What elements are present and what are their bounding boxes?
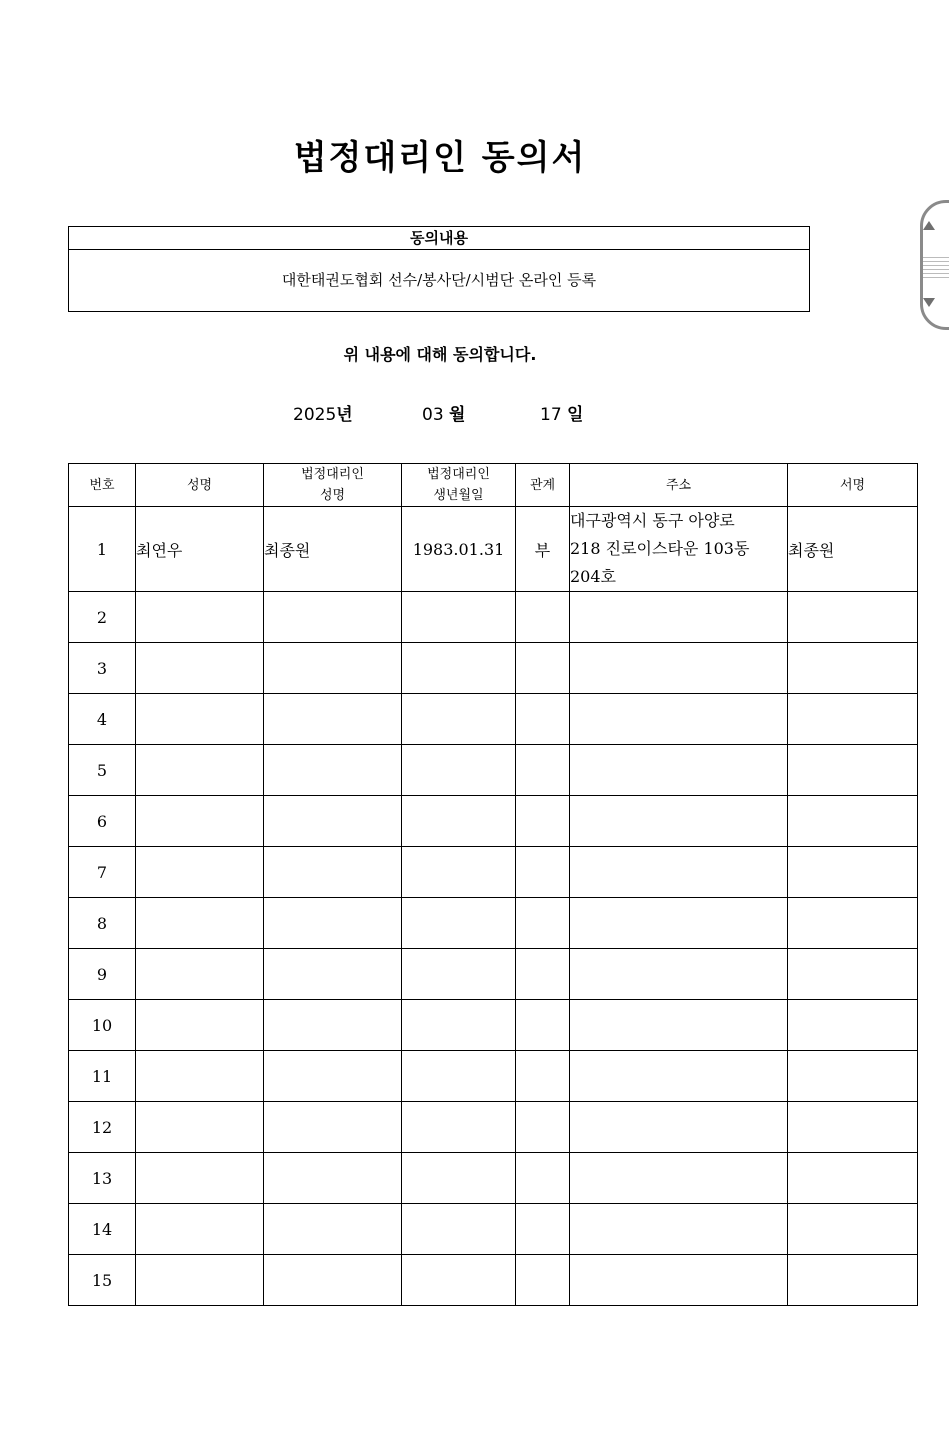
row-name bbox=[136, 1153, 264, 1204]
table-row bbox=[69, 507, 918, 592]
table-row bbox=[69, 898, 918, 949]
scroll-handle-icon[interactable] bbox=[920, 200, 949, 330]
header-guardian-dob-line2: 생년월일 bbox=[433, 488, 484, 503]
row-guardian-name bbox=[264, 592, 402, 643]
row-guardian-name bbox=[264, 1153, 402, 1204]
row-name bbox=[136, 694, 264, 745]
scroll-up-arrow-icon[interactable] bbox=[923, 221, 935, 230]
row-guardian-name bbox=[264, 643, 402, 694]
row-address bbox=[570, 898, 788, 949]
table-row bbox=[69, 1102, 918, 1153]
guardian-table bbox=[68, 463, 918, 1306]
row-relation bbox=[516, 1000, 570, 1051]
table-row bbox=[69, 1051, 918, 1102]
row-no: 11 bbox=[69, 1051, 136, 1102]
row-signature bbox=[788, 1153, 918, 1204]
row-guardian-dob bbox=[402, 847, 516, 898]
row-relation bbox=[516, 1153, 570, 1204]
date-month-unit: 월 bbox=[449, 405, 466, 425]
row-address-line3: 204호 bbox=[570, 567, 616, 586]
row-no: 15 bbox=[69, 1255, 136, 1306]
row-guardian-name bbox=[264, 949, 402, 1000]
row-signature bbox=[788, 694, 918, 745]
row-guardian-dob bbox=[402, 643, 516, 694]
row-no: 6 bbox=[69, 796, 136, 847]
row-guardian-name bbox=[264, 1204, 402, 1255]
row-signature bbox=[788, 949, 918, 1000]
row-guardian-dob bbox=[402, 1051, 516, 1102]
consent-header: 동의내용 bbox=[69, 227, 809, 250]
row-guardian-name: 최종원 bbox=[264, 507, 402, 592]
row-name bbox=[136, 1204, 264, 1255]
row-relation bbox=[516, 1255, 570, 1306]
row-guardian-name bbox=[264, 1102, 402, 1153]
row-signature bbox=[788, 847, 918, 898]
row-name bbox=[136, 1000, 264, 1051]
row-signature bbox=[788, 1000, 918, 1051]
row-address bbox=[570, 796, 788, 847]
row-relation: 부 bbox=[516, 507, 570, 592]
row-signature bbox=[788, 898, 918, 949]
row-no: 4 bbox=[69, 694, 136, 745]
row-guardian-name bbox=[264, 1051, 402, 1102]
table-row bbox=[69, 1000, 918, 1051]
row-no: 1 bbox=[69, 507, 136, 592]
header-no: 번호 bbox=[69, 464, 136, 507]
row-no: 13 bbox=[69, 1153, 136, 1204]
date-day bbox=[540, 400, 583, 425]
consent-box bbox=[68, 226, 810, 312]
row-signature bbox=[788, 643, 918, 694]
row-no: 14 bbox=[69, 1204, 136, 1255]
row-guardian-name bbox=[264, 694, 402, 745]
row-address bbox=[570, 745, 788, 796]
consent-body: 대한태권도협회 선수/봉사단/시범단 온라인 등록 bbox=[281, 271, 597, 289]
date-year-value: 2025 bbox=[293, 405, 337, 425]
row-signature bbox=[788, 1102, 918, 1153]
row-guardian-dob: 1983.01.31 bbox=[402, 507, 516, 592]
date-month-value: 03 bbox=[422, 405, 444, 425]
table-row bbox=[69, 949, 918, 1000]
row-signature bbox=[788, 1204, 918, 1255]
header-guardian-name bbox=[264, 464, 402, 507]
table-row bbox=[69, 796, 918, 847]
scroll-down-arrow-icon[interactable] bbox=[923, 298, 935, 307]
table-header-row bbox=[69, 464, 918, 507]
row-address bbox=[570, 1204, 788, 1255]
header-guardian-dob bbox=[402, 464, 516, 507]
row-guardian-name bbox=[264, 1000, 402, 1051]
header-guardian-dob-line1: 법정대리인 bbox=[427, 467, 490, 482]
row-name bbox=[136, 643, 264, 694]
table-row bbox=[69, 1204, 918, 1255]
row-address bbox=[570, 1255, 788, 1306]
row-address bbox=[570, 507, 788, 592]
row-name bbox=[136, 1102, 264, 1153]
row-guardian-dob bbox=[402, 1102, 516, 1153]
row-guardian-dob bbox=[402, 1255, 516, 1306]
row-guardian-dob bbox=[402, 745, 516, 796]
header-relation: 관계 bbox=[516, 464, 570, 507]
row-guardian-dob bbox=[402, 1000, 516, 1051]
row-guardian-dob bbox=[402, 796, 516, 847]
row-signature bbox=[788, 592, 918, 643]
row-guardian-dob bbox=[402, 1204, 516, 1255]
row-no: 10 bbox=[69, 1000, 136, 1051]
row-address bbox=[570, 1000, 788, 1051]
row-no: 3 bbox=[69, 643, 136, 694]
row-guardian-dob bbox=[402, 949, 516, 1000]
row-signature bbox=[788, 745, 918, 796]
row-guardian-name bbox=[264, 1255, 402, 1306]
row-no: 7 bbox=[69, 847, 136, 898]
row-address-line2: 218 진로이스타운 103동 bbox=[570, 539, 750, 558]
header-name: 성명 bbox=[136, 464, 264, 507]
table-row bbox=[69, 1153, 918, 1204]
grip-lines-icon bbox=[923, 257, 949, 279]
row-relation bbox=[516, 1204, 570, 1255]
row-signature: 최종원 bbox=[788, 507, 918, 592]
row-guardian-dob bbox=[402, 1153, 516, 1204]
row-signature bbox=[788, 1255, 918, 1306]
row-relation bbox=[516, 949, 570, 1000]
row-guardian-name bbox=[264, 898, 402, 949]
row-relation bbox=[516, 592, 570, 643]
row-guardian-dob bbox=[402, 592, 516, 643]
row-address bbox=[570, 847, 788, 898]
date-year bbox=[293, 400, 353, 425]
row-guardian-dob bbox=[402, 694, 516, 745]
table-row bbox=[69, 847, 918, 898]
row-no: 9 bbox=[69, 949, 136, 1000]
row-name bbox=[136, 745, 264, 796]
row-address bbox=[570, 694, 788, 745]
agree-statement: 위 내용에 대해 동의합니다. bbox=[343, 345, 537, 364]
table-row bbox=[69, 694, 918, 745]
row-address bbox=[570, 949, 788, 1000]
row-name bbox=[136, 847, 264, 898]
row-relation bbox=[516, 1102, 570, 1153]
row-name: 최연우 bbox=[136, 507, 264, 592]
row-guardian-name bbox=[264, 745, 402, 796]
row-address bbox=[570, 1153, 788, 1204]
row-guardian-dob bbox=[402, 898, 516, 949]
row-relation bbox=[516, 847, 570, 898]
row-relation bbox=[516, 796, 570, 847]
row-no: 12 bbox=[69, 1102, 136, 1153]
table-row bbox=[69, 643, 918, 694]
row-name bbox=[136, 1051, 264, 1102]
table-row bbox=[69, 592, 918, 643]
row-address bbox=[570, 1102, 788, 1153]
date-day-value: 17 bbox=[540, 405, 562, 425]
document-title: 법정대리인 동의서 bbox=[293, 138, 587, 178]
table-row bbox=[69, 1255, 918, 1306]
row-guardian-name bbox=[264, 847, 402, 898]
row-relation bbox=[516, 898, 570, 949]
table-row bbox=[69, 745, 918, 796]
date-month bbox=[422, 400, 465, 425]
header-address: 주소 bbox=[570, 464, 788, 507]
row-address-line1: 대구광역시 동구 아양로 bbox=[570, 511, 735, 530]
row-relation bbox=[516, 1051, 570, 1102]
row-name bbox=[136, 796, 264, 847]
row-address bbox=[570, 643, 788, 694]
row-relation bbox=[516, 745, 570, 796]
header-guardian-name-line1: 법정대리인 bbox=[301, 467, 364, 482]
row-signature bbox=[788, 796, 918, 847]
date-day-unit: 일 bbox=[567, 405, 584, 425]
row-no: 5 bbox=[69, 745, 136, 796]
row-name bbox=[136, 592, 264, 643]
header-guardian-name-line2: 성명 bbox=[319, 488, 346, 503]
row-no: 2 bbox=[69, 592, 136, 643]
row-address bbox=[570, 592, 788, 643]
row-name bbox=[136, 1255, 264, 1306]
row-no: 8 bbox=[69, 898, 136, 949]
row-relation bbox=[516, 694, 570, 745]
row-name bbox=[136, 949, 264, 1000]
date-year-unit: 년 bbox=[336, 405, 353, 425]
row-signature bbox=[788, 1051, 918, 1102]
row-address bbox=[570, 1051, 788, 1102]
header-signature: 서명 bbox=[788, 464, 918, 507]
row-name bbox=[136, 898, 264, 949]
row-guardian-name bbox=[264, 796, 402, 847]
row-relation bbox=[516, 643, 570, 694]
